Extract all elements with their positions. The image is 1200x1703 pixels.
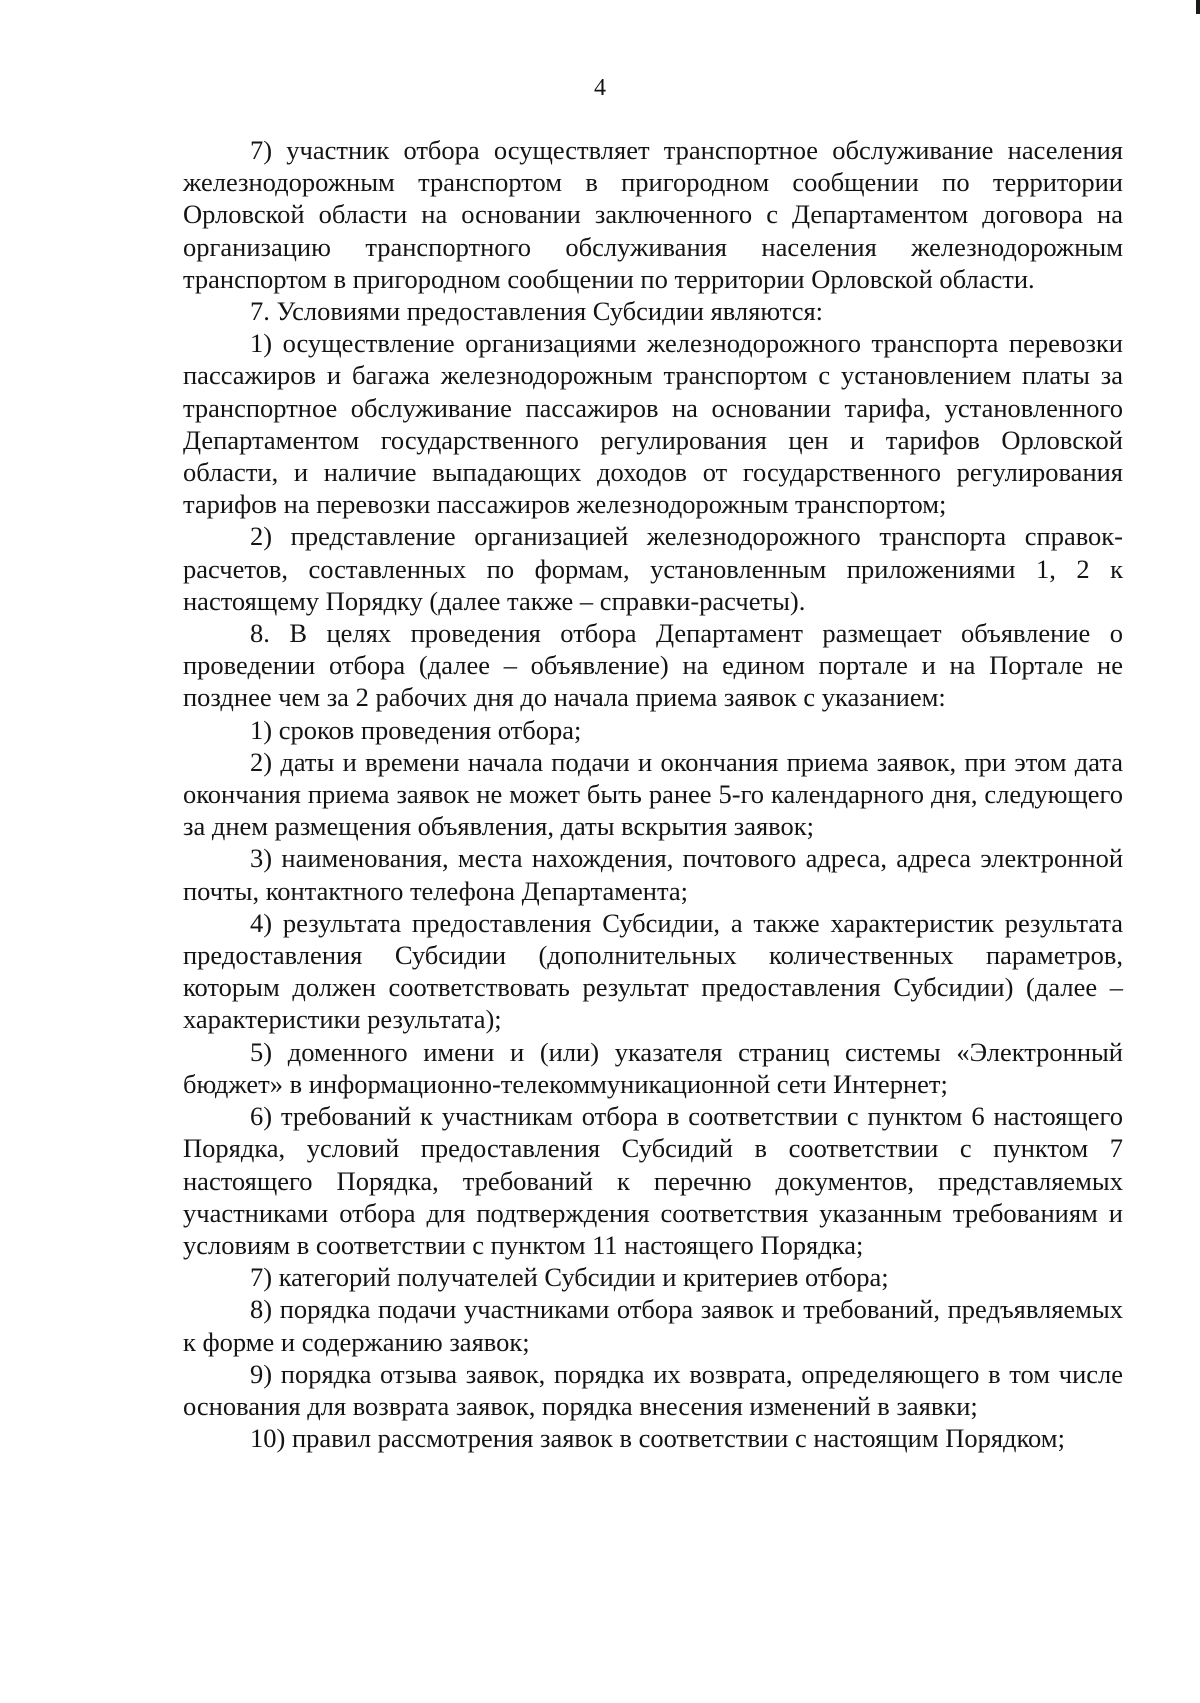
paragraph-8-item-2: 2) даты и времени начала подачи и окончания приема заявок, при этом дата окончания приема заявок не может быть ранее 5-го календарного дня, следующего за днем размещения объявления, даты вскрытия заявок;	[183, 746, 1123, 842]
paragraph-8-item-4: 4) результата предоставления Субсидии, а также характеристик результата предоставления Субсидии (дополнительных количественных параметров, которым должен соответствовать результат предоставления Субсидии) (далее – характеристики результата);	[183, 907, 1123, 1035]
paragraph-8-heading: 8. В целях проведения отбора Департамент размещает объявление о проведении отбора (далее – объявление) на едином портале и на Портале не позднее чем за 2 рабочих дня до начала приема заявок с указанием:	[183, 618, 1123, 713]
paragraph-7-item-2: 2) представление организацией железнодорожного транспорта справок-расчетов, составленных по формам, установленным приложениями 1, 2 к настоящему Порядку (далее также – справки-расчеты).	[183, 521, 1123, 616]
paragraph-8-item-6: 6) требований к участникам отбора в соответствии с пунктом 6 настоящего Порядка, условий предоставления Субсидий в соответствии с пунктом 7 настоящего Порядка, требований к перечню документов, представляемых участниками отбора для подтверждения соответствия указанным требованиям и условиям в соответствии с пунктом 11 настоящего Порядка;	[183, 1101, 1123, 1260]
paragraph-7-item-1: 1) осуществление организациями железнодорожного транспорта перевозки пассажиров и багажа железнодорожным транспортом с установлением платы за транспортное обслуживание пассажиров на основании тарифа, установленного Департаментом государственного регулирования цен и тарифов Орловской области, и наличие выпадающих доходов от государственного регулирования тарифов на перевозки пассажиров железнодорожным транспортом;	[183, 328, 1123, 520]
paragraph-8-item-10: 10) правил рассмотрения заявок в соответствии с настоящим Порядком;	[250, 1423, 1065, 1454]
paragraph-6-item-7: 7) участник отбора осуществляет транспортное обслуживание населения железнодорожным транспортом в пригородном сообщении по территории Орловской области на основании заключенного с Департаментом договора на организацию транспортного обслуживания населения железнодорожным транспортом в пригородном сообщении по территории Орловской области.	[183, 135, 1123, 294]
paragraph-7-heading: 7. Условиями предоставления Субсидии являются:	[250, 296, 824, 327]
paragraph-8-item-5: 5) доменного имени и (или) указателя страниц системы «Электронный бюджет» в информационно-телекоммуникационной сети Интернет;	[183, 1036, 1123, 1099]
page-number: 4	[594, 75, 606, 101]
paragraph-8-item-1: 1) сроков проведения отбора;	[250, 714, 582, 745]
scan-edge-mark	[1196, 0, 1200, 14]
paragraph-8-item-3: 3) наименования, места нахождения, почтового адреса, адреса электронной почты, контактного телефона Департамента;	[183, 843, 1123, 906]
document-body	[183, 134, 1123, 1454]
paragraph-8-item-8: 8) порядка подачи участниками отбора заявок и требований, предъявляемых к форме и содержанию заявок;	[183, 1294, 1123, 1357]
paragraph-8-item-9: 9) порядка отзыва заявок, порядка их возврата, определяющего в том числе основания для возврата заявок, порядка внесения изменений в заявки;	[183, 1358, 1123, 1421]
paragraph-8-item-7: 7) категорий получателей Субсидии и критериев отбора;	[250, 1262, 889, 1293]
